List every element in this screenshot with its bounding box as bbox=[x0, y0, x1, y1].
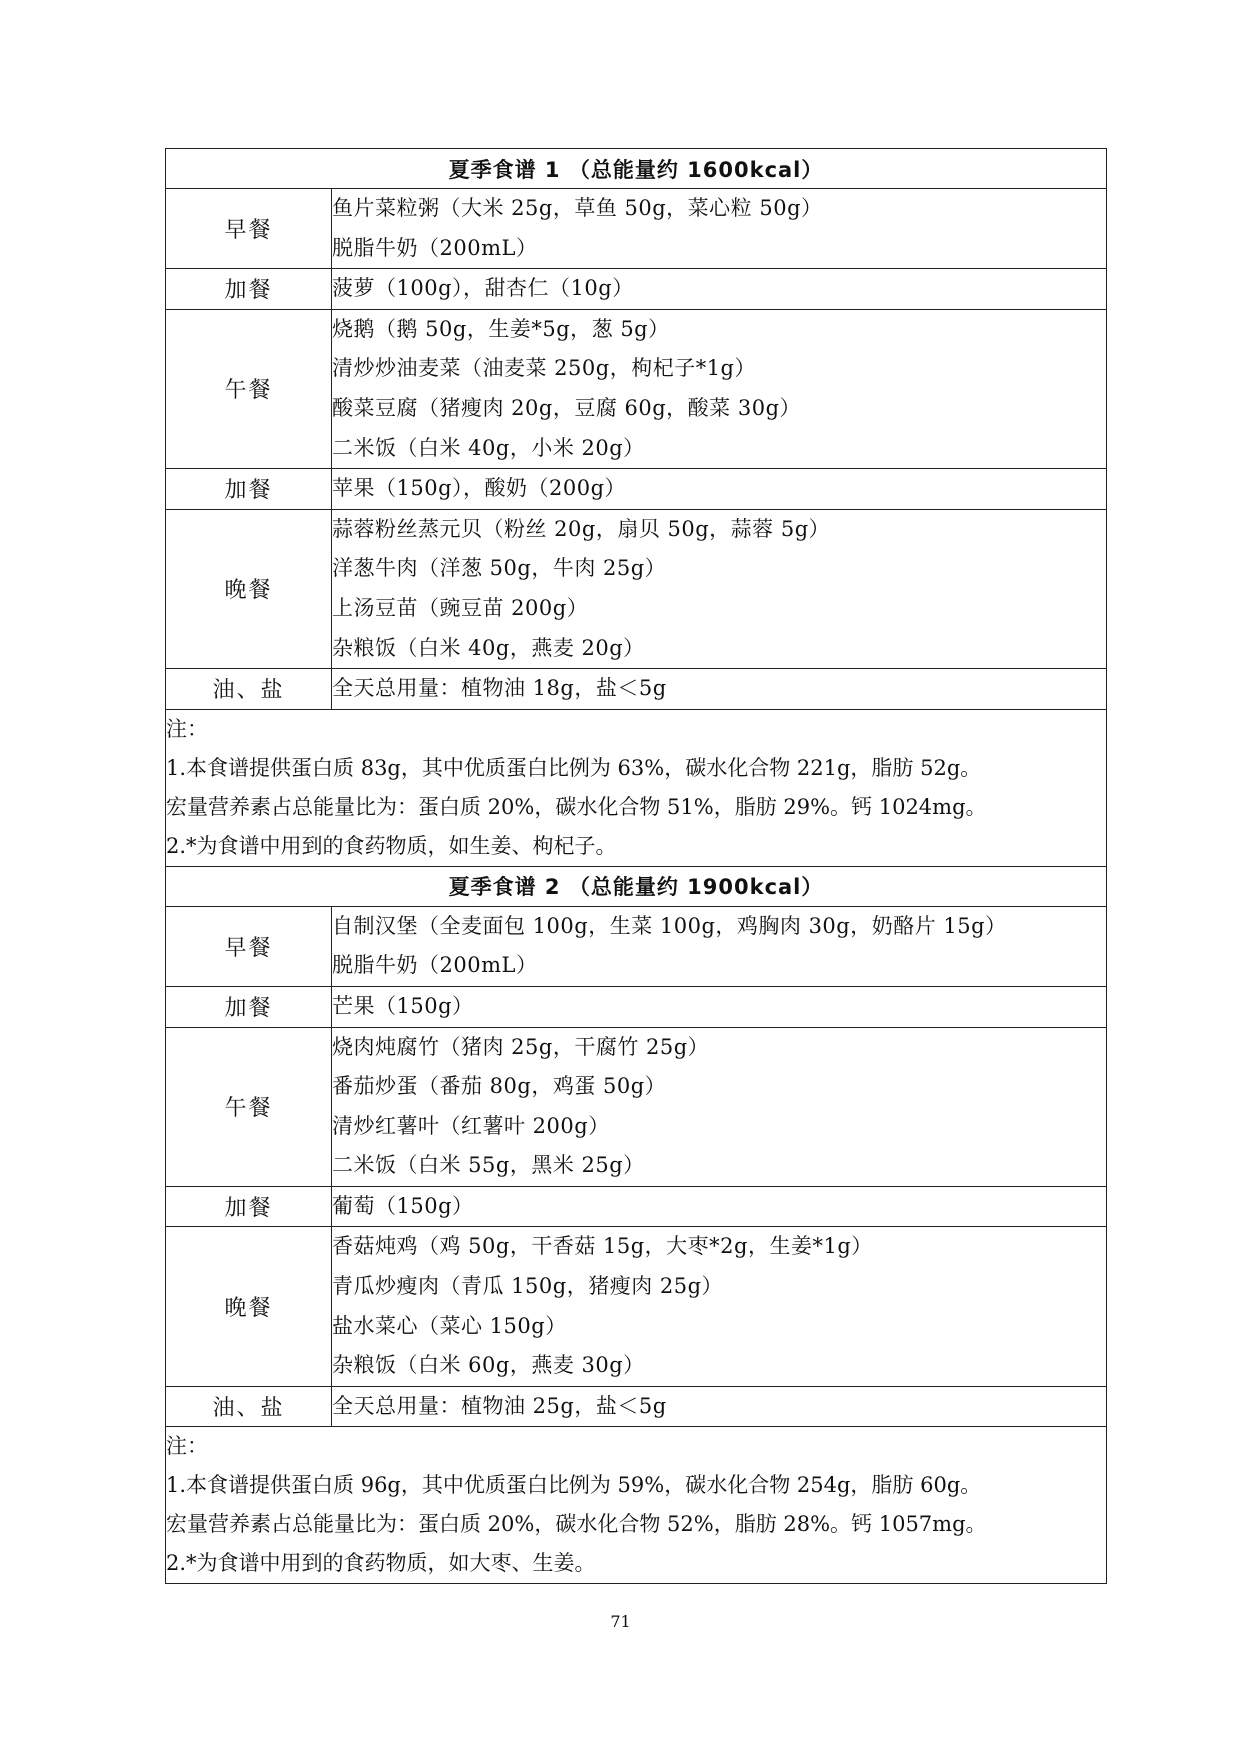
note-line: 注： bbox=[166, 1434, 208, 1459]
meal-label: 加餐 bbox=[166, 986, 332, 1027]
meal-items bbox=[332, 469, 1107, 510]
menu1-title-row bbox=[166, 149, 1107, 189]
meal-items bbox=[332, 1227, 1107, 1386]
note-line: 2.*为食谱中用到的食药物质，如生姜、枸杞子。 bbox=[166, 833, 617, 858]
menu1-notes-row bbox=[166, 709, 1107, 866]
meal-label: 早餐 bbox=[166, 906, 332, 986]
note-line: 宏量营养素占总能量比为：蛋白质 20%，碳水化合物 51%，脂肪 29%。钙 1024mg。 bbox=[166, 794, 987, 819]
menu1-notes bbox=[166, 709, 1107, 866]
meal-label: 午餐 bbox=[166, 309, 332, 468]
recipe-table-body bbox=[166, 149, 1107, 1584]
meal-item: 酸菜豆腐（猪瘦肉 20g，豆腐 60g，酸菜 30g） bbox=[332, 395, 802, 420]
meal-items bbox=[332, 309, 1107, 468]
meal-label: 晚餐 bbox=[166, 509, 332, 668]
meal-item: 二米饭（白米 55g，黑米 25g） bbox=[332, 1153, 645, 1178]
meal-row bbox=[166, 1227, 1107, 1386]
meal-label: 油、盐 bbox=[166, 1386, 332, 1427]
note-line: 2.*为食谱中用到的食药物质，如大枣、生姜。 bbox=[166, 1551, 596, 1576]
meal-item: 二米饭（白米 40g，小米 20g） bbox=[332, 435, 645, 460]
meal-row bbox=[166, 309, 1107, 468]
meal-item: 烧鹅（鹅 50g，生姜*5g，葱 5g） bbox=[332, 316, 670, 341]
meal-row bbox=[166, 509, 1107, 668]
meal-item: 清炒炒油麦菜（油麦菜 250g，枸杞子*1g） bbox=[332, 356, 757, 381]
meal-item: 芒果（150g） bbox=[332, 993, 474, 1018]
menu1-title: 夏季食谱 1 （总能量约 1600kcal） bbox=[166, 149, 1107, 189]
meal-items bbox=[332, 906, 1107, 986]
meal-label: 晚餐 bbox=[166, 1227, 332, 1386]
meal-item: 蒜蓉粉丝蒸元贝（粉丝 20g，扇贝 50g，蒜蓉 5g） bbox=[332, 516, 831, 541]
menu2-title-row bbox=[166, 866, 1107, 906]
meal-label: 加餐 bbox=[166, 469, 332, 510]
meal-item: 洋葱牛肉（洋葱 50g，牛肉 25g） bbox=[332, 556, 667, 581]
meal-item: 鱼片菜粒粥（大米 25g，草鱼 50g，菜心粒 50g） bbox=[332, 196, 823, 220]
note-line: 宏量营养素占总能量比为：蛋白质 20%，碳水化合物 52%，脂肪 28%。钙 1057mg。 bbox=[166, 1512, 987, 1537]
meal-row bbox=[166, 1386, 1107, 1427]
meal-item: 烧肉炖腐竹（猪肉 25g，干腐竹 25g） bbox=[332, 1034, 710, 1059]
meal-items bbox=[332, 189, 1107, 269]
meal-row bbox=[166, 269, 1107, 310]
meal-items bbox=[332, 269, 1107, 310]
meal-item: 杂粮饭（白米 40g，燕麦 20g） bbox=[332, 635, 645, 660]
meal-row bbox=[166, 469, 1107, 510]
meal-item: 全天总用量：植物油 18g，盐＜5g bbox=[332, 676, 667, 701]
meal-label: 加餐 bbox=[166, 1186, 332, 1227]
meal-items bbox=[332, 669, 1107, 710]
recipe-table bbox=[165, 148, 1107, 1584]
note-line: 1.本食谱提供蛋白质 96g，其中优质蛋白比例为 59%，碳水化合物 254g，脂肪 60g。 bbox=[166, 1473, 982, 1498]
meal-item: 菠萝（100g），甜杏仁（10g） bbox=[332, 276, 634, 301]
note-line: 1.本食谱提供蛋白质 83g，其中优质蛋白比例为 63%，碳水化合物 221g，脂肪 52g。 bbox=[166, 755, 982, 780]
meal-row bbox=[166, 669, 1107, 710]
meal-items bbox=[332, 1386, 1107, 1427]
meal-item: 清炒红薯叶（红薯叶 200g） bbox=[332, 1113, 610, 1138]
meal-item: 盐水菜心（菜心 150g） bbox=[332, 1313, 567, 1338]
meal-item: 脱脂牛奶（200mL） bbox=[332, 235, 538, 260]
meal-item: 上汤豆苗（豌豆苗 200g） bbox=[332, 595, 589, 620]
meal-row bbox=[166, 906, 1107, 986]
page-number: 71 bbox=[610, 1612, 631, 1631]
meal-row bbox=[166, 986, 1107, 1027]
meal-items bbox=[332, 1186, 1107, 1227]
meal-item: 青瓜炒瘦肉（青瓜 150g，猪瘦肉 25g） bbox=[332, 1274, 724, 1299]
meal-item: 葡萄（150g） bbox=[332, 1193, 474, 1218]
meal-row bbox=[166, 1186, 1107, 1227]
meal-item: 自制汉堡（全麦面包 100g，生菜 100g，鸡胸肉 30g，奶酪片 15g） bbox=[332, 913, 1007, 938]
meal-item: 脱脂牛奶（200mL） bbox=[332, 953, 538, 978]
meal-label: 加餐 bbox=[166, 269, 332, 310]
menu2-notes bbox=[166, 1427, 1107, 1584]
meal-item: 苹果（150g），酸奶（200g） bbox=[332, 476, 627, 501]
meal-label: 午餐 bbox=[166, 1027, 332, 1186]
menu2-title: 夏季食谱 2 （总能量约 1900kcal） bbox=[166, 866, 1107, 906]
meal-items bbox=[332, 986, 1107, 1027]
meal-item: 香菇炖鸡（鸡 50g，干香菇 15g，大枣*2g，生姜*1g） bbox=[332, 1234, 873, 1259]
meal-row bbox=[166, 189, 1107, 269]
meal-item: 全天总用量：植物油 25g，盐＜5g bbox=[332, 1393, 667, 1418]
meal-item: 番茄炒蛋（番茄 80g，鸡蛋 50g） bbox=[332, 1074, 667, 1099]
meal-label: 油、盐 bbox=[166, 669, 332, 710]
meal-items bbox=[332, 1027, 1107, 1186]
note-line: 注： bbox=[166, 716, 208, 741]
meal-item: 杂粮饭（白米 60g，燕麦 30g） bbox=[332, 1353, 645, 1378]
menu2-notes-row bbox=[166, 1427, 1107, 1584]
meal-row bbox=[166, 1027, 1107, 1186]
meal-label: 早餐 bbox=[166, 189, 332, 269]
meal-items bbox=[332, 509, 1107, 668]
